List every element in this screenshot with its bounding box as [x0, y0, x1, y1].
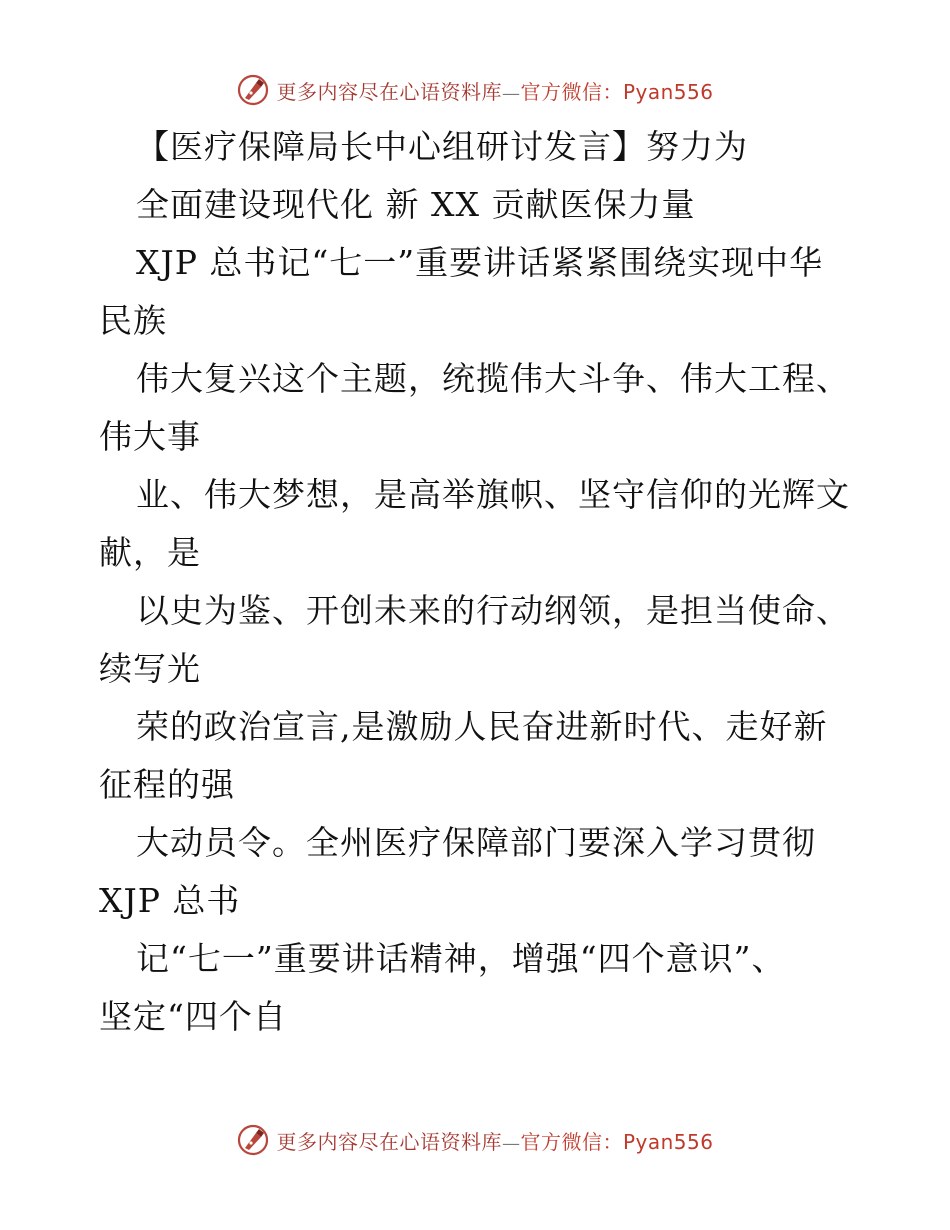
watermark-site-text: 更多内容尽在心语资料库 — [276, 79, 502, 104]
watermark-separator: — — [501, 82, 521, 104]
watermark-text — [276, 1126, 713, 1155]
title-line-2: 全面建设现代化 新 XX 贡献医保力量 — [136, 185, 696, 224]
watermark-contact-text: 官方微信：Pyan556 — [520, 79, 714, 104]
paragraph-line: 续写光 — [99, 649, 201, 688]
paragraph-line: 征程的强 — [99, 765, 235, 804]
watermark-banner — [236, 73, 713, 107]
paragraph-line: 献，是 — [99, 533, 201, 572]
paragraph-line: XJP 总书 — [99, 881, 241, 920]
paragraph-line: 民族 — [99, 301, 167, 340]
watermark-site-text: 更多内容尽在心语资料库 — [276, 1129, 502, 1154]
pen-nib-icon — [236, 1123, 270, 1157]
paragraph-line: 业、伟大梦想，是高举旗帜、坚守信仰的光辉文 — [136, 475, 850, 514]
paragraph-line: 荣的政治宣言,是激励人民奋进新时代、走好新 — [136, 707, 828, 746]
watermark-separator: — — [501, 1132, 521, 1154]
paragraph-line: XJP 总书记“七一”重要讲话紧紧围绕实现中华 — [136, 243, 824, 282]
header-watermark — [0, 72, 950, 108]
pen-nib-icon — [236, 73, 270, 107]
paragraph-line: 大动员令。全州医疗保障部门要深入学习贯彻 — [136, 823, 816, 862]
paragraph-line: 记“七一”重要讲话精神，增强“四个意识”、 — [136, 939, 786, 978]
paragraph-line: 伟大事 — [99, 417, 201, 456]
watermark-contact-text: 官方微信：Pyan556 — [520, 1129, 714, 1154]
watermark-banner — [236, 1123, 713, 1157]
title-line-1: 【医疗保障局长中心组研讨发言】努力为 — [136, 127, 748, 166]
footer-watermark — [0, 1122, 950, 1158]
paragraph-line: 以史为鉴、开创未来的行动纲领，是担当使命、 — [136, 591, 850, 630]
watermark-text — [276, 76, 713, 105]
paragraph-line: 伟大复兴这个主题，统揽伟大斗争、伟大工程、 — [136, 359, 850, 398]
paragraph-line: 坚定“四个自 — [99, 997, 287, 1036]
